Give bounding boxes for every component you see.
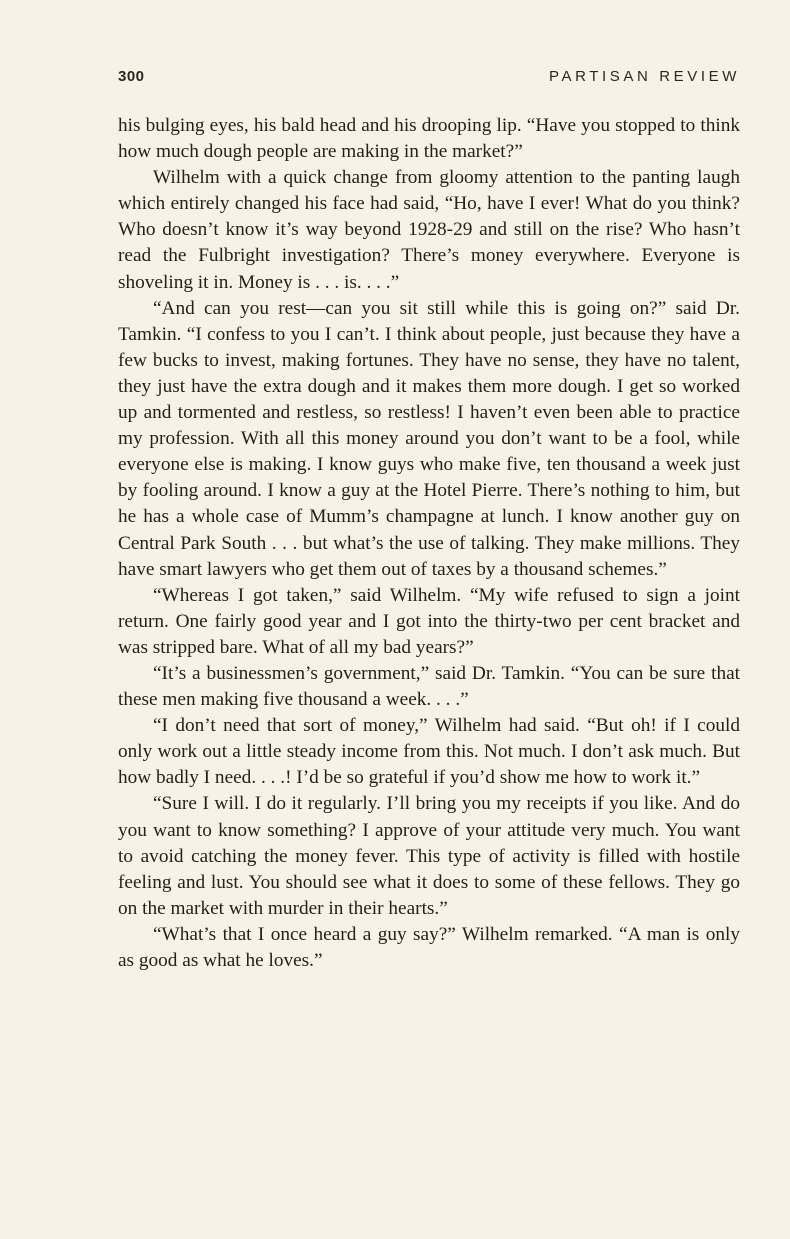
paragraph-continuation: his bulging eyes, his bald head and his drooping lip. “Have you stopped to think how much dough people are making in the market?” <box>118 115 740 163</box>
body-text <box>118 113 740 974</box>
paragraph: Wilhelm with a quick change from gloomy attention to the panting laugh which entirely changed his face had said, “Ho, have I ever! What do you think? Who doesn’t know it’s way beyond 1928-29 and still on the rise? Who hasn’t read the Fulbright investigation? There’s money everywhere. Everyone is shoveling it in. Money is . . . is. . . .” <box>118 167 740 293</box>
paragraph: “It’s a businessmen’s government,” said Dr. Tamkin. “You can be sure that these men making five thousand a week. . . .” <box>118 662 740 711</box>
running-head <box>118 68 740 94</box>
paragraph: “I don’t need that sort of money,” Wilhelm had said. “But oh! if I could only work out a little steady income from this. Not much. I don’t ask much. But how badly I need. . . .! I’d be so grateful if you’d show me how to work it.” <box>118 715 740 789</box>
paragraph: “And can you rest—can you sit still while this is going on?” said Dr. Tamkin. “I confess to you I can’t. I think about people, just because they have a few bucks to invest, making fortunes. They have no sense, they have no talent, they just have the extra dough and it makes them more dough. I get so worked up and tormented and restless, so restless! I haven’t even been able to practice my profession. With all this money around you don’t want to be a fool, while everyone else is making. I know guys who make five, ten thousand a week just by fooling around. I know a guy at the Hotel Pierre. There’s nothing to him, but he has a whole case of Mumm’s champagne at lunch. I know another guy on Central Park South . . . but what’s the use of talking. They make millions. They have smart lawyers who get them out of taxes by a thousand schemes.” <box>118 297 740 580</box>
paragraph: “Whereas I got taken,” said Wilhelm. “My wife refused to sign a joint return. One fairly good year and I got into the thirty-two per cent bracket and was stripped bare. What of all my bad years?” <box>118 584 740 658</box>
paragraph: “What’s that I once heard a guy say?” Wilhelm remarked. “A man is only as good as what he loves.” <box>118 923 740 971</box>
page-number: 300 <box>118 68 145 85</box>
paragraph: “Sure I will. I do it regularly. I’ll bring you my receipts if you like. And do you want to know something? I approve of your attitude very much. You want to avoid catching the money fever. This type of activity is filled with hostile feeling and lust. You should see what it does to some of these fellows. They go on the market with murder in their hearts.” <box>118 793 740 919</box>
journal-title: PARTISAN REVIEW <box>549 68 740 85</box>
